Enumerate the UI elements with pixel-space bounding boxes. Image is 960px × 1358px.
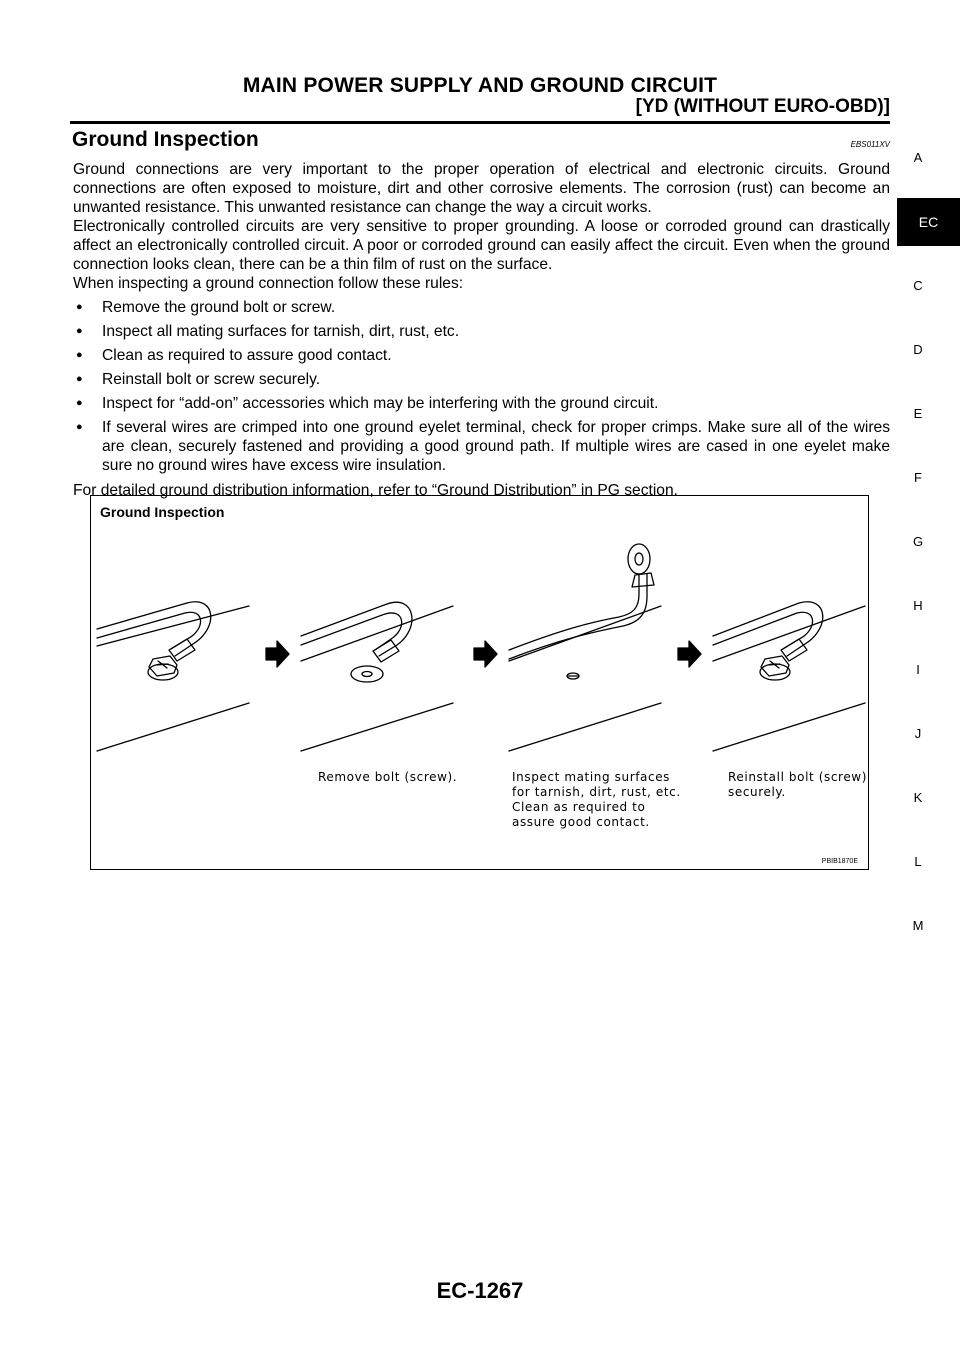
caption-reinstall-bolt bbox=[728, 770, 867, 800]
bullet-item bbox=[73, 346, 890, 365]
caption-line: assure good contact. bbox=[512, 815, 650, 829]
bullet-text: Remove the ground bolt or screw. bbox=[102, 299, 336, 316]
section-title: Ground Inspection bbox=[72, 128, 259, 151]
caption-line: for tarnish, dirt, rust, etc. bbox=[512, 785, 681, 799]
bullet-icon: ● bbox=[76, 421, 83, 433]
paragraph: When inspecting a ground connection follow these rules: bbox=[73, 275, 464, 292]
header-rule bbox=[70, 121, 890, 124]
wire-with-bolt-icon bbox=[97, 602, 249, 751]
header-title: MAIN POWER SUPPLY AND GROUND CIRCUIT bbox=[242, 74, 718, 97]
paragraph: Ground connections are very important to the proper operation of electrical and electronic circuits. Ground connections are often exposed to moisture, dirt and other corrosive elements. The corrosion (rust) can become an unwanted resistance. This unwanted resistance can change the way a circuit works. bbox=[73, 161, 890, 216]
bullet-text: If several wires are crimped into one ground eyelet terminal, check for proper crimps. Make sure all of the wires are clean, securely fastened and providing a good ground path. If multiple wires are cased in one eyelet make sure no ground wires have excess wire insulation. bbox=[102, 419, 890, 474]
caption-line: Remove bolt (screw). bbox=[318, 770, 458, 784]
caption-inspect-surfaces bbox=[512, 770, 681, 830]
tab-j[interactable]: J bbox=[914, 726, 922, 741]
bullet-icon: ● bbox=[76, 373, 83, 385]
bullet-text: Inspect all mating surfaces for tarnish, dirt, rust, etc. bbox=[102, 323, 460, 340]
wire-bolt-removed-icon bbox=[301, 602, 453, 751]
caption-line: Clean as required to bbox=[512, 800, 646, 814]
tab-d[interactable]: D bbox=[913, 342, 923, 357]
bullet-text: Reinstall bolt or screw securely. bbox=[102, 371, 321, 388]
tab-i[interactable]: I bbox=[916, 662, 920, 677]
bullet-item bbox=[73, 298, 890, 317]
caption-remove-bolt bbox=[318, 770, 457, 785]
tab-m[interactable]: M bbox=[912, 918, 924, 933]
caption-line: Inspect mating surfaces bbox=[512, 770, 671, 784]
clean-mating-surface-icon bbox=[509, 544, 661, 751]
tab-g[interactable]: G bbox=[912, 534, 924, 549]
arrow-right-icon bbox=[678, 641, 701, 667]
bullet-icon: ● bbox=[76, 349, 83, 361]
bullet-item bbox=[73, 394, 890, 413]
figure-code: PBIB1870E bbox=[821, 858, 858, 865]
bullet-icon: ● bbox=[76, 325, 83, 337]
wire-reinstalled-bolt-icon bbox=[713, 602, 865, 751]
page-number: EC-1267 bbox=[436, 1278, 524, 1303]
tab-c[interactable]: C bbox=[913, 278, 923, 293]
bullet-item bbox=[73, 418, 890, 475]
caption-line: securely. bbox=[728, 785, 786, 799]
arrow-right-icon bbox=[266, 641, 289, 667]
figure-title: Ground Inspection bbox=[100, 504, 225, 520]
arrow-right-icon bbox=[474, 641, 497, 667]
caption-line: Reinstall bolt (screw) bbox=[728, 770, 868, 784]
bullet-text: Inspect for “add-on” accessories which may be interfering with the ground circuit. bbox=[102, 395, 659, 412]
tab-ec-active[interactable]: EC bbox=[897, 198, 960, 246]
bullet-icon: ● bbox=[76, 301, 83, 313]
tab-f[interactable]: F bbox=[914, 470, 922, 485]
bullet-item bbox=[73, 322, 890, 341]
header-subtitle: [YD (WITHOUT EURO-OBD)] bbox=[635, 96, 890, 117]
ground-inspection-figure bbox=[90, 495, 869, 870]
bullet-text: Clean as required to assure good contact. bbox=[102, 347, 392, 364]
tab-e[interactable]: E bbox=[913, 406, 923, 421]
tab-l[interactable]: L bbox=[914, 854, 922, 869]
section-code: EBS011XV bbox=[850, 140, 890, 149]
bullet-icon: ● bbox=[76, 397, 83, 409]
paragraph: Electronically controlled circuits are very sensitive to proper grounding. A loose or corroded ground can drastically affect an electronically controlled circuit. A poor or corroded ground can easily affect the circuit. Even when the ground connection looks clean, there can be a thin film of rust on the surface. bbox=[73, 218, 890, 273]
body-text bbox=[73, 160, 890, 500]
bullet-item bbox=[73, 370, 890, 389]
tab-h[interactable]: H bbox=[913, 598, 923, 613]
ground-inspection-illustration bbox=[91, 496, 868, 869]
tab-a[interactable]: A bbox=[913, 150, 923, 165]
tab-k[interactable]: K bbox=[913, 790, 923, 805]
reference-text: For detailed ground distribution information, refer to “Ground Distribution” in PG section. bbox=[73, 482, 678, 499]
